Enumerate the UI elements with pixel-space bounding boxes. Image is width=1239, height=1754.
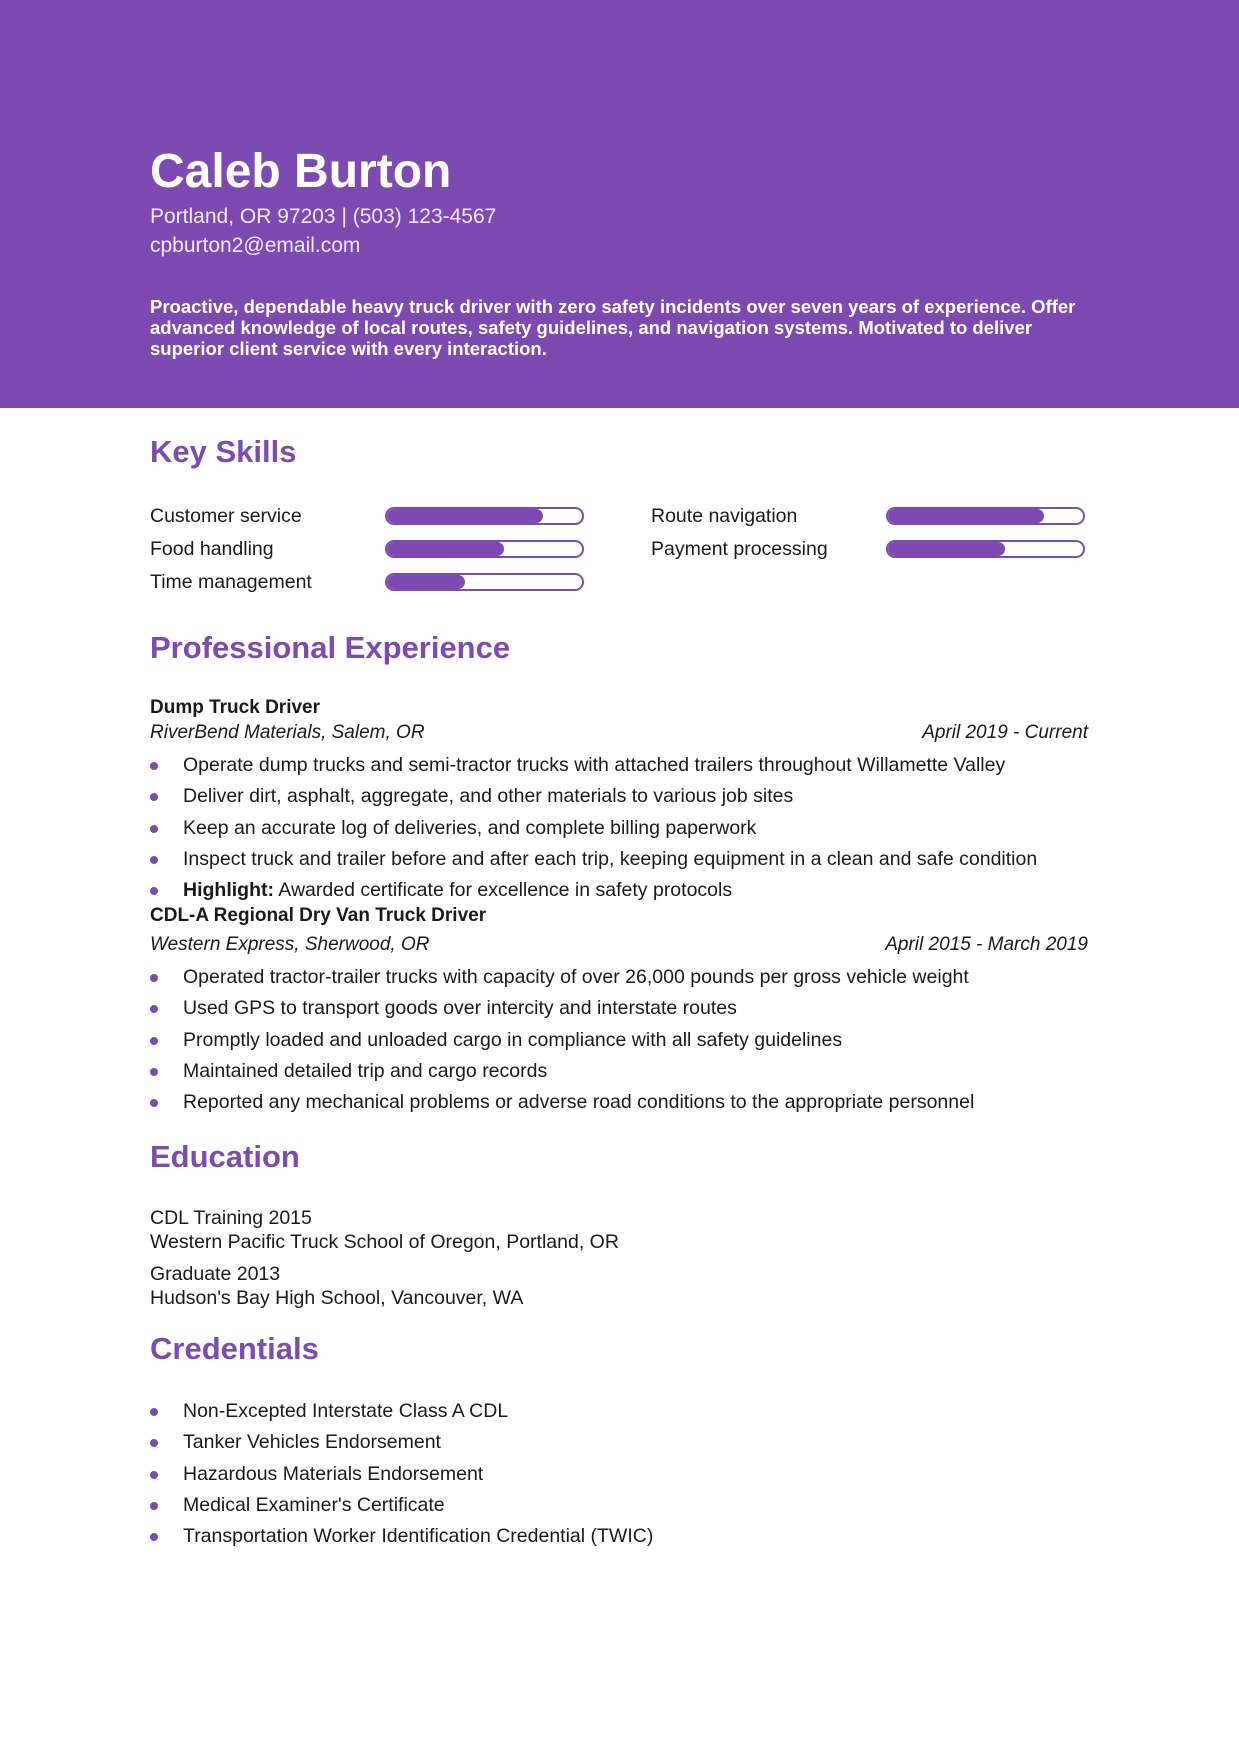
bullet-icon: [150, 887, 158, 895]
bullet-icon: [150, 1037, 158, 1045]
skill-meter-fill: [387, 542, 504, 556]
bullet-icon: [150, 1533, 158, 1541]
professional-summary: Proactive, dependable heavy truck driver with zero safety incidents over seven years of experience. Offer advanced knowledge of local routes, safety guidelines, and navigation systems. Motivated to deliver superior client service with every interaction.: [150, 296, 1076, 359]
list-item: [150, 875, 1090, 906]
job-dates: April 2015 - March 2019: [885, 934, 1088, 955]
education-school: Hudson's Bay High School, Vancouver, WA: [150, 1287, 524, 1309]
job-company: Western Express, Sherwood, OR: [150, 934, 430, 955]
list-item: Medical Examiner's Certificate: [150, 1490, 1090, 1521]
job-bullets: [150, 750, 1090, 906]
skill-row: [651, 534, 1085, 564]
education-school: Western Pacific Truck School of Oregon, Portland, OR: [150, 1231, 619, 1253]
list-item: Hazardous Materials Endorsement: [150, 1459, 1090, 1490]
candidate-name: Caleb Burton: [150, 145, 452, 198]
skill-meter-fill: [888, 542, 1005, 556]
education-degree: Graduate 2013: [150, 1263, 281, 1285]
list-item: Operate dump trucks and semi-tractor trucks with attached trailers throughout Willamette Valley: [150, 750, 1090, 781]
list-item: Inspect truck and trailer before and after each trip, keeping equipment in a clean and safe condition: [150, 844, 1090, 875]
bullet-icon: [150, 1502, 158, 1510]
skill-meter: [385, 507, 584, 525]
job-meta: [150, 720, 1088, 746]
list-item: Deliver dirt, asphalt, aggregate, and other materials to various job sites: [150, 781, 1090, 812]
location-phone: Portland, OR 97203 | (503) 123-4567: [150, 205, 497, 228]
education-entry: [150, 1262, 523, 1310]
bullet-icon: [150, 1005, 158, 1013]
list-item: Keep an accurate log of deliveries, and complete billing paperwork: [150, 813, 1090, 844]
skill-meter: [385, 573, 584, 591]
bullet-icon: [150, 762, 158, 770]
skill-row: [150, 567, 584, 597]
skill-row: [150, 534, 584, 564]
contact-info: [150, 202, 496, 260]
job-dates: April 2019 - Current: [922, 722, 1088, 743]
skill-meter: [886, 540, 1085, 558]
skill-meter-fill: [387, 509, 543, 523]
credentials-heading: Credentials: [150, 1331, 319, 1366]
skill-label: Customer service: [150, 504, 302, 527]
list-item: Tanker Vehicles Endorsement: [150, 1427, 1090, 1458]
skill-label: Payment processing: [651, 537, 828, 560]
skill-meter-fill: [387, 575, 465, 589]
highlight-text: Awarded certificate for excellence in safety protocols: [273, 879, 733, 902]
skill-meter-fill: [888, 509, 1044, 523]
bullet-icon: [150, 793, 158, 801]
credentials-list: [150, 1396, 1090, 1552]
experience-heading: Professional Experience: [150, 630, 511, 665]
bullet-icon: [150, 825, 158, 833]
list-item: Maintained detailed trip and cargo records: [150, 1056, 1090, 1087]
skill-label: Time management: [150, 570, 312, 593]
skills-heading: Key Skills: [150, 434, 297, 469]
job-bullets: [150, 962, 1090, 1118]
bullet-icon: [150, 974, 158, 982]
list-item: Promptly loaded and unloaded cargo in compliance with all safety guidelines: [150, 1025, 1090, 1056]
list-item: Operated tractor-trailer trucks with capacity of over 26,000 pounds per gross vehicle weight: [150, 962, 1090, 993]
job-company: RiverBend Materials, Salem, OR: [150, 722, 425, 743]
bullet-icon: [150, 856, 158, 864]
job-title: CDL-A Regional Dry Van Truck Driver: [150, 905, 487, 926]
bullet-icon: [150, 1471, 158, 1479]
skill-meter: [385, 540, 584, 558]
list-item: Non-Excepted Interstate Class A CDL: [150, 1396, 1090, 1427]
bullet-icon: [150, 1099, 158, 1107]
list-item: Used GPS to transport goods over intercity and interstate routes: [150, 993, 1090, 1024]
education-entry: [150, 1206, 619, 1254]
bullet-icon: [150, 1439, 158, 1447]
email: cpburton2@email.com: [150, 234, 361, 257]
job-meta: [150, 932, 1088, 958]
skill-row: [651, 501, 1085, 531]
skill-meter: [886, 507, 1085, 525]
bullet-icon: [150, 1068, 158, 1076]
education-degree: CDL Training 2015: [150, 1207, 312, 1229]
skill-label: Route navigation: [651, 504, 798, 527]
list-item: Reported any mechanical problems or adverse road conditions to the appropriate personnel: [150, 1087, 1090, 1118]
skill-label: Food handling: [150, 537, 274, 560]
list-item: Transportation Worker Identification Credential (TWIC): [150, 1521, 1090, 1552]
skill-row: [150, 501, 584, 531]
resume-header: [0, 0, 1239, 408]
job-title: Dump Truck Driver: [150, 697, 320, 718]
highlight-label: Highlight:: [183, 879, 274, 902]
education-heading: Education: [150, 1139, 300, 1174]
bullet-icon: [150, 1408, 158, 1416]
